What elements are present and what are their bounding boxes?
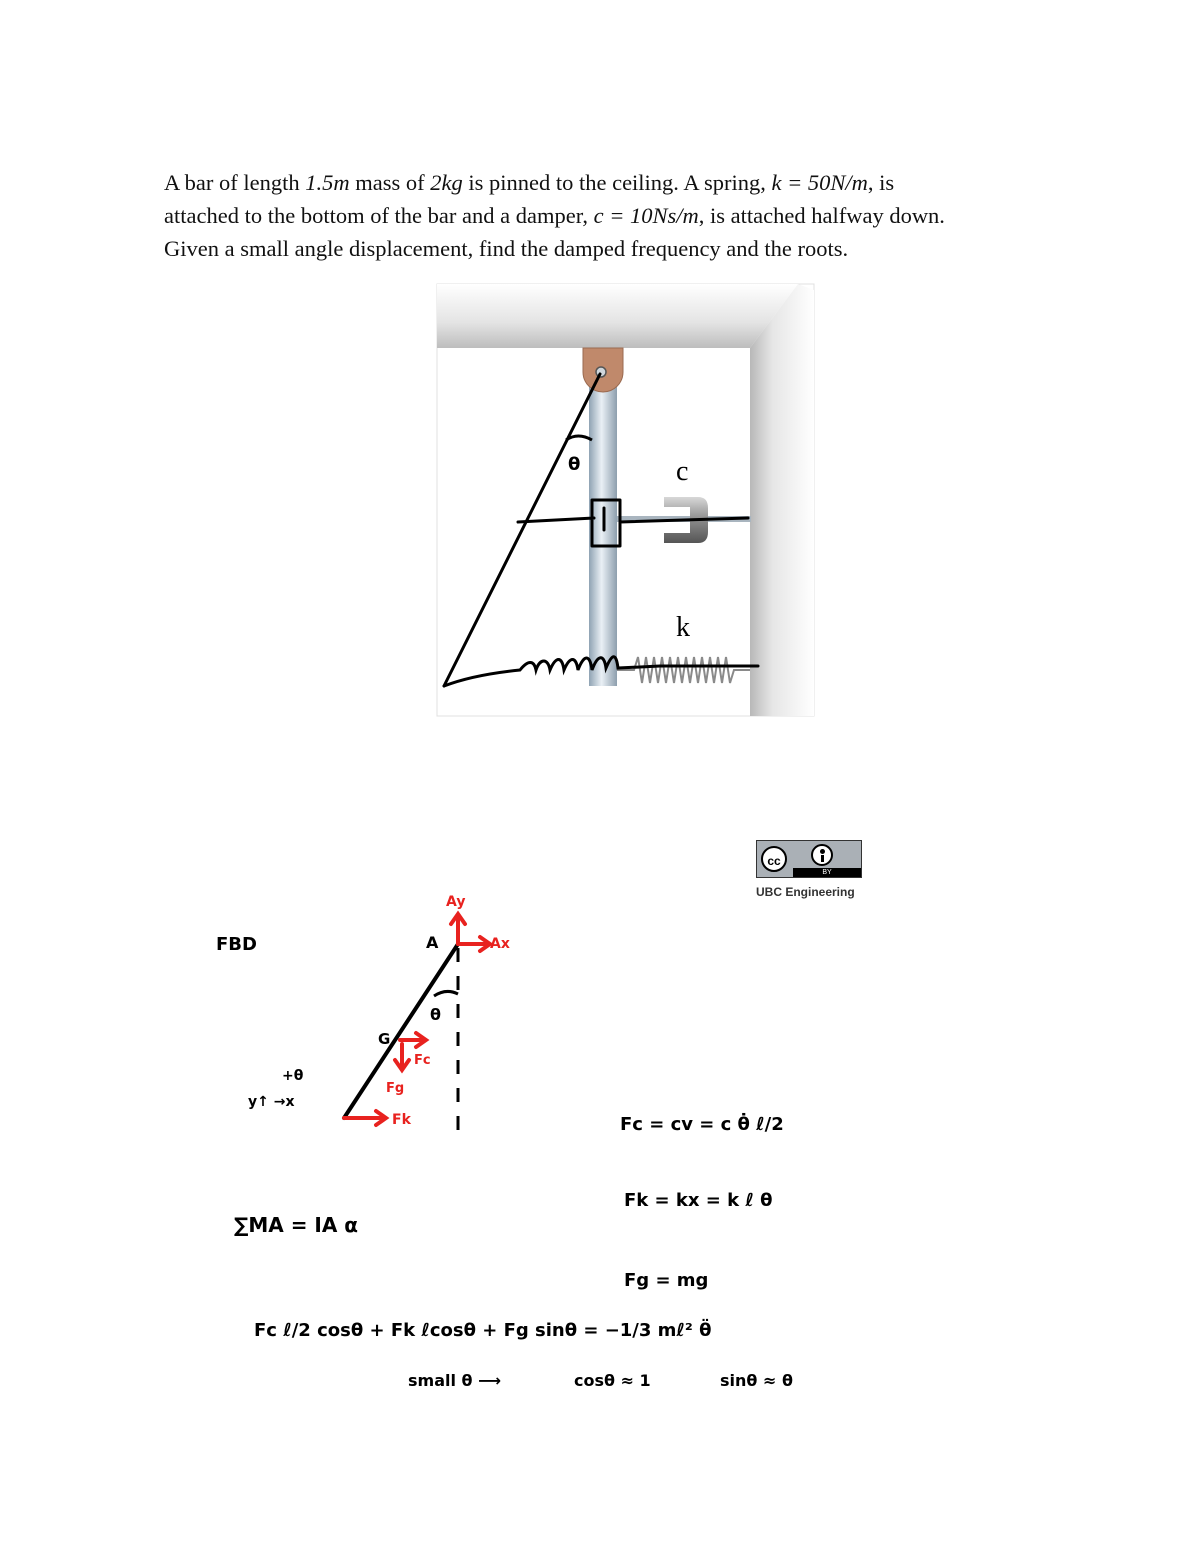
equations: [234, 1113, 793, 1390]
fbd-title: FBD: [216, 934, 257, 955]
fk-arrow: [344, 1111, 386, 1125]
eq-fg: Fg = mg: [624, 1270, 709, 1291]
ceiling: [437, 284, 798, 348]
problem-line-2: attached to the bottom of the bar and a damper, c = 10Ns/m, is attached halfway down.: [164, 203, 945, 228]
problem-line-1: A bar of length 1.5m mass of 2kg is pinned to the ceiling. A spring, k = 50N/m, is: [164, 170, 895, 195]
damper-sketch: [518, 500, 748, 546]
cc-icon: cc: [761, 846, 787, 872]
fbd-theta-arc: [434, 991, 458, 996]
fk-label: Fk: [392, 1112, 411, 1128]
ax-arrow: [458, 937, 490, 951]
eq-main: Fc ℓ/2 cosθ + Fk ℓcosθ + Fg sinθ = −1/3 mℓ² θ̈: [254, 1320, 712, 1341]
pin: [596, 367, 606, 377]
eq-small-theta: small θ ⟶: [408, 1371, 502, 1390]
fc-label: Fc: [414, 1053, 431, 1068]
problem-line-3: Given a small angle displacement, find the damped frequency and the roots.: [164, 236, 849, 261]
eq-fk: Fk = kx = k ℓ θ: [624, 1190, 773, 1211]
displaced-bar-sketch: [444, 374, 600, 686]
credit-label: UBC Engineering: [756, 885, 855, 899]
wall: [750, 284, 814, 716]
ax-label: Ax: [490, 936, 510, 952]
fg-arrow: [395, 1044, 409, 1070]
eq-sin-approx: sinθ ≈ θ: [720, 1371, 793, 1390]
system-diagram: [437, 284, 814, 716]
spring-label: k: [676, 612, 690, 643]
cc-by-badge: [756, 840, 862, 878]
rotation-label: +θ: [282, 1068, 304, 1084]
sketch-theta-label: θ: [568, 454, 581, 475]
free-body-diagram: [216, 894, 510, 1130]
damper-label: c: [676, 456, 689, 487]
pin-label: A: [426, 933, 439, 952]
fbd-theta: θ: [430, 1005, 441, 1024]
spring-coil: [617, 657, 750, 683]
attribution-icon: [811, 844, 833, 866]
eq-fc: Fc = cv = c θ̇ ℓ/2: [620, 1114, 784, 1135]
by-label: BY: [793, 868, 861, 877]
cg-label: G: [378, 1030, 391, 1048]
fg-label: Fg: [386, 1081, 405, 1096]
theta-arc-sketch: [566, 436, 592, 440]
ay-arrow: [451, 914, 465, 944]
ay-label: Ay: [446, 894, 466, 910]
eq-cos-approx: cosθ ≈ 1: [574, 1371, 651, 1390]
eq-moment: ∑MA = IA α: [234, 1213, 359, 1237]
axes-label: y↑ →x: [248, 1094, 295, 1110]
